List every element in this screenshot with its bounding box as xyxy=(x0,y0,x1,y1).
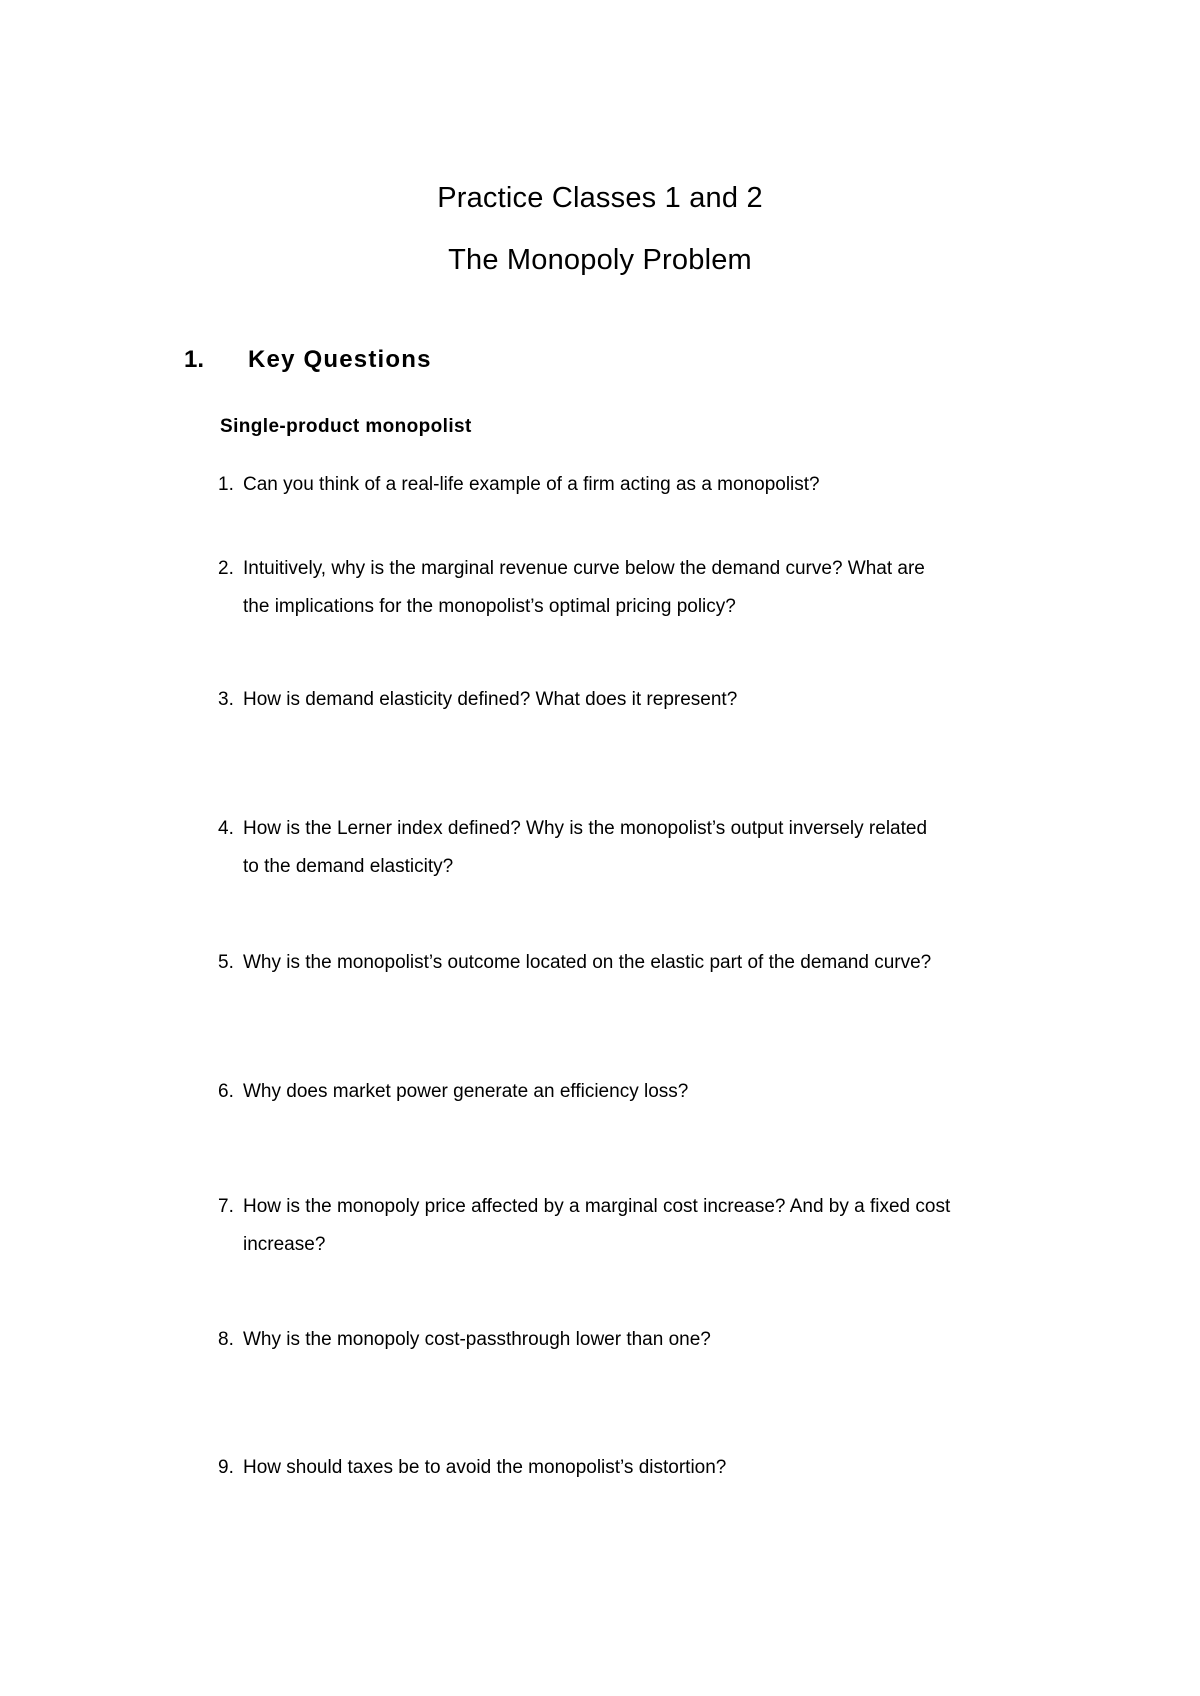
question-line: increase? xyxy=(243,1234,326,1255)
section-number: 1. xyxy=(184,346,205,373)
question-number: 5. xyxy=(218,952,234,973)
document-title: Practice Classes 1 and 2 xyxy=(437,182,763,214)
question-line: Intuitively, why is the marginal revenue curve below the demand curve? What are xyxy=(243,558,925,579)
question-number: 2. xyxy=(218,558,234,579)
question-line: to the demand elasticity? xyxy=(243,856,454,877)
question-number: 1. xyxy=(218,474,234,495)
question-number: 6. xyxy=(218,1081,234,1102)
question-number: 3. xyxy=(218,689,234,710)
question-text xyxy=(243,1321,1043,1359)
question-line: Why does market power generate an efficiency loss? xyxy=(243,1081,689,1102)
section-subheading: Single-product monopolist xyxy=(220,416,472,437)
question-line: How is demand elasticity defined? What does it represent? xyxy=(243,689,738,710)
question-text xyxy=(243,944,1043,982)
question-text xyxy=(243,810,1043,886)
question-number: 4. xyxy=(218,818,234,839)
question-text xyxy=(243,681,1043,719)
question-text xyxy=(243,1188,1043,1264)
question-line: Why is the monopolist’s outcome located on the elastic part of the demand curve? xyxy=(243,952,932,973)
question-text xyxy=(243,550,1043,626)
question-number: 9. xyxy=(218,1457,234,1478)
question-line: the implications for the monopolist’s optimal pricing policy? xyxy=(243,596,736,617)
document-subtitle: The Monopoly Problem xyxy=(448,244,752,276)
question-line: How is the monopoly price affected by a marginal cost increase? And by a fixed cost xyxy=(243,1196,951,1217)
question-text xyxy=(243,1073,1043,1111)
question-line: How is the Lerner index defined? Why is the monopolist’s output inversely related xyxy=(243,818,928,839)
section-title: Key Questions xyxy=(248,346,432,373)
question-line: Why is the monopoly cost-passthrough lower than one? xyxy=(243,1329,711,1350)
question-line: Can you think of a real-life example of a firm acting as a monopolist? xyxy=(243,474,820,495)
question-number: 7. xyxy=(218,1196,234,1217)
question-text xyxy=(243,1449,1043,1487)
question-text xyxy=(243,466,1043,504)
question-number: 8. xyxy=(218,1329,234,1350)
question-line: How should taxes be to avoid the monopolist’s distortion? xyxy=(243,1457,727,1478)
section-heading xyxy=(184,346,432,374)
